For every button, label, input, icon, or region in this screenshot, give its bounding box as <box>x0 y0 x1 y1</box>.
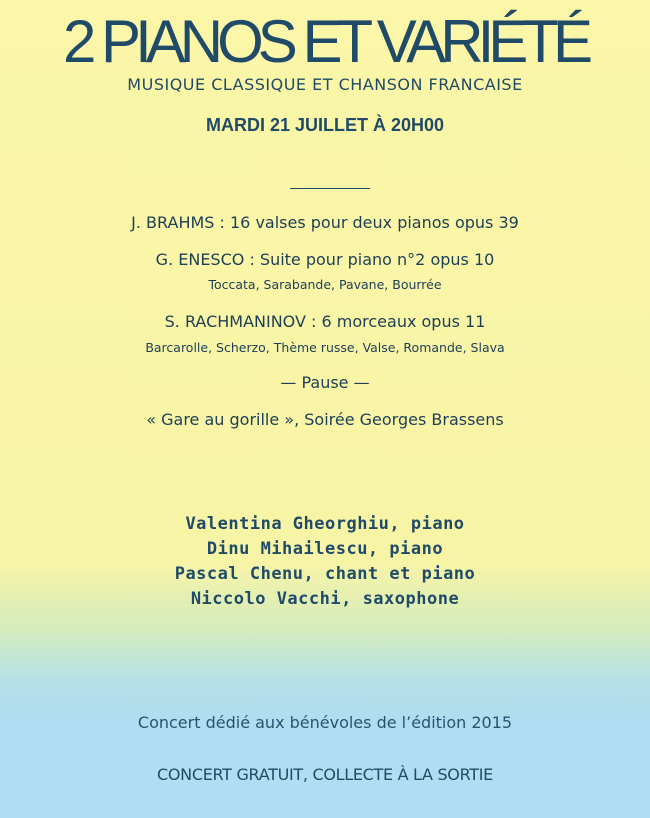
concert-date: MARDI 21 JUILLET À 20H00 <box>205 115 445 135</box>
program-detail-enesco: Toccata, Sarabande, Pavane, Bourrée <box>208 277 442 292</box>
program-item-enesco: G. ENESCO : Suite pour piano n°2 opus 10 <box>155 250 495 269</box>
poster-subtitle: MUSIQUE CLASSIQUE ET CHANSON FRANCAISE <box>127 75 523 94</box>
admission-text: CONCERT GRATUIT, COLLECTE À LA SORTIE <box>157 765 493 784</box>
separator-line <box>290 188 370 189</box>
performer-line: Niccolo Vacchi, saxophone <box>190 589 460 609</box>
dedication-text: Concert dédié aux bénévoles de l’édition 2015 <box>137 713 513 732</box>
program-item-rachmaninov: S. RACHMANINOV : 6 morceaux opus 11 <box>164 312 486 331</box>
performer-line: Pascal Chenu, chant et piano <box>174 564 476 584</box>
program-item-brahms: J. BRAHMS : 16 valses pour deux pianos opus 39 <box>131 213 519 232</box>
program-detail-rachmaninov: Barcarolle, Scherzo, Thème russe, Valse, Romande, Slava <box>145 340 505 355</box>
performer-line: Valentina Gheorghiu, piano <box>185 514 465 534</box>
program-item-pause: — Pause — <box>280 373 370 392</box>
poster-title: 2 PIANOS ET VARIÉTÉ <box>63 8 587 75</box>
performer-line: Dinu Mihailescu, piano <box>206 539 444 559</box>
program-item-brassens: « Gare au gorille », Soirée Georges Brassens <box>146 410 504 429</box>
